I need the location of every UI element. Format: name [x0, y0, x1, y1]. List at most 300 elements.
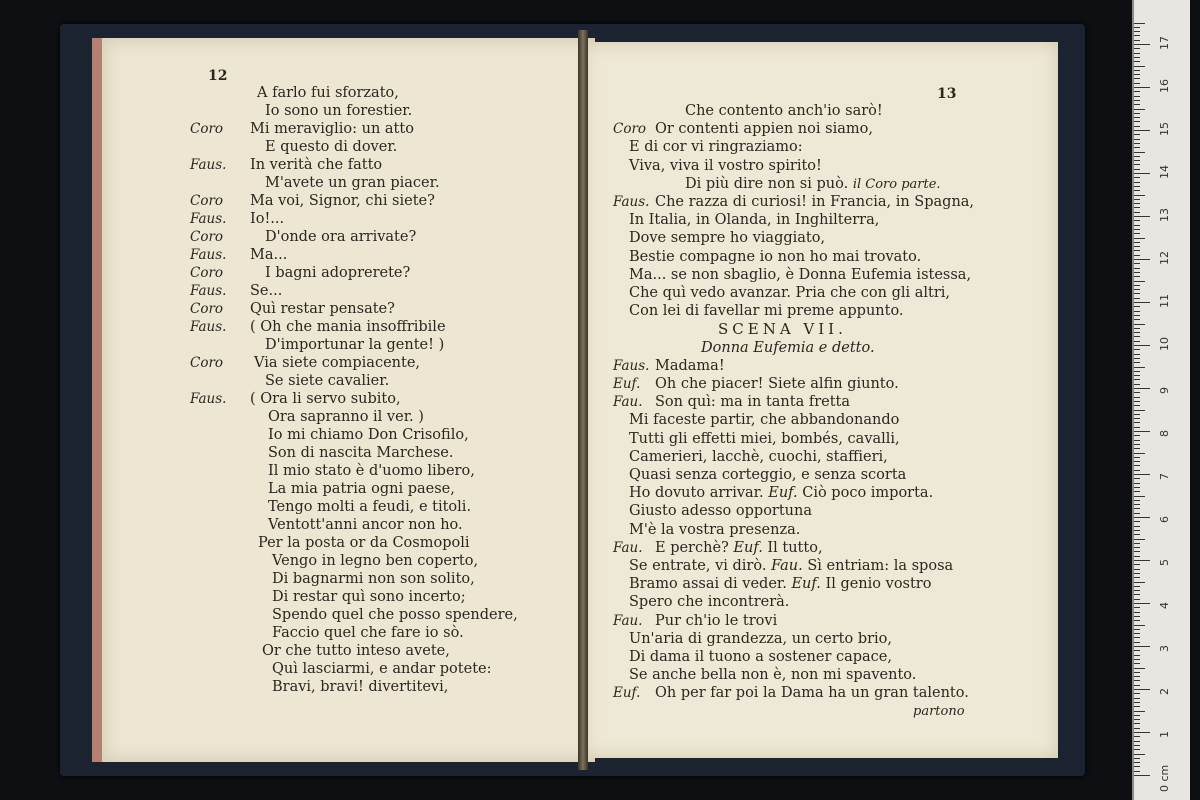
verse-line: Io sono un forestier. — [265, 103, 413, 119]
ruler-tick — [1134, 418, 1140, 419]
speaker-label: Euf. — [613, 376, 641, 392]
ruler-tick — [1134, 216, 1150, 217]
ruler-tick — [1134, 371, 1140, 372]
ruler-tick — [1134, 233, 1140, 234]
ruler-tick — [1134, 27, 1140, 28]
verse-line — [629, 484, 933, 502]
ruler-tick — [1134, 70, 1140, 71]
verse-line: Io mi chiamo Don Crisofilo, — [268, 427, 469, 443]
verse-line — [629, 648, 892, 666]
verse-line — [629, 138, 803, 156]
verse-line: Via siete compiacente, — [254, 355, 421, 371]
ruler-tick — [1134, 276, 1140, 277]
ruler-tick — [1134, 577, 1140, 578]
verse-line — [655, 684, 969, 702]
ruler-tick — [1134, 504, 1140, 505]
ruler-tick — [1134, 637, 1140, 638]
ruler-tick — [1134, 573, 1140, 574]
ruler-tick — [1134, 659, 1140, 660]
ruler-tick — [1134, 255, 1140, 256]
ruler-tick — [1134, 126, 1140, 127]
ruler-tick — [1134, 345, 1150, 346]
ruler-number: 6 — [1158, 516, 1171, 523]
speaker-label: Faus. — [190, 247, 227, 263]
verse-line: Se siete cavalier. — [265, 373, 390, 389]
verse-text: Viva, viva il vostro spirito! — [629, 157, 822, 174]
verse-text: E perchè? — [655, 539, 729, 556]
measuring-ruler — [1132, 0, 1190, 800]
ruler-tick — [1134, 324, 1145, 325]
ruler-tick — [1134, 250, 1140, 251]
ruler-tick — [1134, 199, 1140, 200]
speaker-label: Coro — [613, 121, 647, 138]
ruler-tick — [1134, 35, 1140, 36]
ruler-tick — [1134, 556, 1140, 557]
ruler-tick — [1134, 104, 1140, 105]
ruler-tick — [1134, 44, 1150, 45]
ruler-tick — [1134, 736, 1140, 737]
ruler-tick — [1134, 633, 1140, 634]
verse-line: I bagni adoprerete? — [265, 265, 411, 281]
ruler-tick — [1134, 676, 1140, 677]
verse-line: D'onde ora arrivate? — [265, 229, 417, 245]
ruler-tick — [1134, 711, 1145, 712]
verse-line: Per la posta or da Cosmopoli — [258, 535, 470, 551]
ruler-tick — [1134, 362, 1140, 363]
verse-text: Spero che incontrerà. — [629, 594, 790, 611]
ruler-number: 15 — [1158, 122, 1171, 136]
ruler-number: 7 — [1158, 473, 1171, 480]
ruler-tick — [1134, 655, 1140, 656]
ruler-tick — [1134, 474, 1150, 475]
verse-text: Or contenti appien noi siamo, — [655, 121, 873, 138]
verse-text: Son quì: ma in tanta fretta — [655, 394, 851, 411]
ruler-tick — [1134, 526, 1140, 527]
verse-line — [655, 357, 725, 375]
verse-text: Bramo assai di veder. — [629, 576, 787, 593]
ruler-tick — [1134, 100, 1140, 101]
ruler-tick — [1134, 625, 1145, 626]
ruler-tick — [1134, 207, 1140, 208]
speaker-label: Euf. — [613, 685, 641, 702]
ruler-tick — [1134, 508, 1140, 509]
verse-line — [655, 120, 873, 138]
verse-text: Ho dovuto arrivar. — [629, 485, 764, 502]
ruler-tick — [1134, 582, 1145, 583]
ruler-number: 11 — [1158, 294, 1171, 308]
verse-line — [629, 211, 879, 229]
ruler-tick — [1134, 259, 1150, 260]
ruler-tick — [1134, 302, 1150, 303]
verse-line: Vengo in legno ben coperto, — [272, 553, 479, 569]
speaker-label: Faus. — [190, 211, 227, 227]
verse-text: Sì entriam: la sposa — [807, 558, 954, 574]
verse-line — [629, 448, 888, 466]
ruler-tick — [1134, 130, 1150, 131]
ruler-tick — [1134, 685, 1140, 686]
ruler-tick — [1134, 775, 1150, 776]
ruler-tick — [1134, 629, 1140, 630]
speaker-label: Faus. — [190, 391, 227, 407]
ruler-tick — [1134, 349, 1140, 350]
ruler-tick — [1134, 48, 1140, 49]
verse-line — [629, 157, 822, 175]
ruler-tick — [1134, 693, 1140, 694]
verse-text: M'è la vostra presenza. — [629, 521, 801, 538]
ruler-tick — [1134, 367, 1145, 368]
verse-line: E questo di dover. — [265, 139, 398, 155]
ruler-tick — [1134, 384, 1140, 385]
speaker-label: Coro — [190, 265, 224, 281]
verse-text: Pur ch'io le trovi — [655, 612, 778, 629]
verse-text: Se anche bella non è, non mi spavento. — [629, 667, 917, 684]
verse-text: Quasi senza corteggio, e senza scorta — [629, 467, 907, 483]
ruler-number: 1 — [1158, 731, 1171, 738]
ruler-tick — [1134, 435, 1140, 436]
ruler-tick — [1134, 483, 1140, 484]
ruler-tick — [1134, 457, 1140, 458]
verse-line — [629, 593, 789, 611]
ruler-tick — [1134, 758, 1140, 759]
ruler-tick — [1134, 745, 1140, 746]
verse-line — [629, 302, 904, 320]
ruler-tick — [1134, 285, 1140, 286]
ruler-tick — [1134, 521, 1140, 522]
ruler-tick — [1134, 754, 1145, 755]
speaker-label: Fau. — [613, 612, 643, 629]
ruler-tick — [1134, 672, 1140, 673]
verse-text: Di più dire non si può. — [685, 175, 849, 192]
ruler-tick — [1134, 31, 1140, 32]
verse-text: Mi faceste partir, che abbandonando — [629, 412, 900, 429]
ruler-tick — [1134, 668, 1145, 669]
verse-line — [629, 411, 899, 429]
ruler-tick — [1134, 328, 1140, 329]
ruler-tick — [1134, 444, 1140, 445]
verse-line: ( Ora li servo subito, — [250, 391, 401, 407]
verse-text: Che quì vedo avanzar. Pria che con gli altri, — [629, 285, 951, 301]
ruler-tick — [1134, 599, 1140, 600]
speaker-label: Faus. — [190, 319, 227, 335]
ruler-tick — [1134, 212, 1140, 213]
ruler-tick — [1134, 87, 1150, 88]
ruler-tick — [1134, 405, 1140, 406]
verse-text: Camerieri, lacchè, cuochi, staffieri, — [629, 448, 888, 465]
ruler-tick — [1134, 319, 1140, 320]
ruler-tick — [1134, 487, 1140, 488]
ruler-tick — [1134, 534, 1140, 535]
verse-line: Ventott'anni ancor non ho. — [268, 517, 463, 533]
ruler-tick — [1134, 728, 1140, 729]
ruler-tick — [1134, 569, 1140, 570]
speaker-label: Euf. — [733, 539, 763, 556]
speaker-label: Euf. — [768, 485, 798, 502]
ruler-tick — [1134, 121, 1140, 122]
verse-line — [629, 575, 931, 593]
ruler-tick — [1134, 220, 1140, 221]
ruler-tick — [1134, 715, 1140, 716]
ruler-tick — [1134, 147, 1140, 148]
verse-line — [629, 502, 812, 520]
ruler-tick — [1134, 517, 1150, 518]
ruler-tick — [1134, 491, 1140, 492]
ruler-tick — [1134, 401, 1140, 402]
ruler-tick — [1134, 749, 1140, 750]
verse-line: M'avete un gran piacer. — [265, 175, 440, 191]
ruler-tick — [1134, 496, 1145, 497]
ruler-tick — [1134, 422, 1140, 423]
ruler-tick — [1134, 289, 1140, 290]
verse-text: Il genio vostro — [825, 576, 932, 593]
ruler-tick — [1134, 719, 1140, 720]
speaker-label: Coro — [190, 301, 224, 317]
ruler-tick — [1134, 607, 1140, 608]
ruler-tick — [1134, 341, 1140, 342]
ruler-unit-label: 0 cm — [1158, 764, 1171, 792]
ruler-tick — [1134, 306, 1140, 307]
verse-line: In verità che fatto — [250, 157, 383, 173]
verse-text: Con lei di favellar mi preme appunto. — [629, 303, 904, 320]
ruler-tick — [1134, 74, 1140, 75]
verse-line — [629, 284, 950, 302]
speaker-label: Coro — [190, 193, 224, 209]
ruler-tick — [1134, 281, 1145, 282]
ruler-tick — [1134, 762, 1140, 763]
ruler-number: 2 — [1158, 688, 1171, 695]
ruler-tick — [1134, 169, 1140, 170]
speaker-label: Faus. — [190, 157, 227, 173]
verse-text: Un'aria di grandezza, un certo brio, — [629, 630, 893, 647]
speaker-label: Coro — [190, 229, 224, 245]
verse-line: Faccio quel che fare io sò. — [272, 625, 464, 641]
verse-line — [629, 666, 916, 684]
verse-text: Oh che piacer! Siete alfin giunto. — [655, 376, 899, 392]
ruler-number: 8 — [1158, 430, 1171, 437]
speaker-label: Faus. — [613, 357, 650, 374]
ruler-tick — [1134, 539, 1145, 540]
ruler-tick — [1134, 448, 1140, 449]
ruler-number: 4 — [1158, 602, 1171, 609]
ruler-tick — [1134, 470, 1140, 471]
speaker-label: Fau. — [613, 394, 643, 411]
ruler-tick — [1134, 332, 1140, 333]
verse-line: Quì restar pensate? — [250, 301, 395, 317]
ruler-tick — [1134, 603, 1150, 604]
stage-direction: il Coro parte. — [852, 176, 941, 192]
ruler-tick — [1134, 650, 1140, 651]
speaker-label: Coro — [190, 355, 224, 371]
speaker-label: Faus. — [613, 194, 650, 210]
verse-line: Bravi, bravi! divertitevi, — [272, 679, 449, 695]
verse-line — [655, 612, 777, 630]
verse-text: Che contento anch'io sarò! — [685, 103, 883, 119]
ruler-tick — [1134, 766, 1140, 767]
ruler-number: 10 — [1158, 337, 1171, 351]
verse-line: Quì lasciarmi, e andar potete: — [272, 661, 492, 677]
ruler-tick — [1134, 117, 1140, 118]
ruler-tick — [1134, 354, 1140, 355]
speaker-label: Euf. — [791, 576, 821, 593]
ruler-number: 3 — [1158, 645, 1171, 652]
ruler-tick — [1134, 57, 1140, 58]
verse-text: Madama! — [655, 357, 725, 374]
page-number-right: 13 — [937, 86, 957, 102]
ruler-tick — [1134, 543, 1140, 544]
ruler-tick — [1134, 560, 1150, 561]
ruler-tick — [1134, 594, 1140, 595]
stage-direction-exit: partono — [913, 703, 965, 719]
ruler-tick — [1134, 96, 1140, 97]
ruler-tick — [1134, 680, 1140, 681]
verse-line: ( Oh che mania insoffribile — [250, 319, 446, 335]
ruler-tick — [1134, 590, 1140, 591]
ruler-tick — [1134, 375, 1140, 376]
page-number-left: 12 — [208, 68, 228, 84]
ruler-tick — [1134, 702, 1140, 703]
ruler-number: 12 — [1158, 251, 1171, 265]
ruler-tick — [1134, 465, 1140, 466]
ruler-tick — [1134, 663, 1140, 664]
ruler-tick — [1134, 453, 1145, 454]
ruler-tick — [1134, 414, 1140, 415]
ruler-tick — [1134, 379, 1140, 380]
ruler-tick — [1134, 513, 1140, 514]
verse-line: Io!... — [250, 211, 285, 227]
speaker-label: Coro — [190, 121, 224, 137]
ruler-tick — [1134, 388, 1150, 389]
scene-heading: SCENA VII. — [718, 320, 847, 339]
ruler-tick — [1134, 156, 1140, 157]
ruler-tick — [1134, 311, 1140, 312]
verse-text: Di dama il tuono a sostener capace, — [629, 649, 892, 665]
ruler-tick — [1134, 225, 1140, 226]
verse-line: Il mio stato è d'uomo libero, — [268, 463, 475, 479]
ruler-tick — [1134, 139, 1140, 140]
verse-line: Di bagnarmi non son solito, — [272, 571, 475, 587]
verse-line — [629, 266, 971, 284]
ruler-tick — [1134, 440, 1140, 441]
ruler-tick — [1134, 478, 1140, 479]
verse-text: Il tutto, — [767, 539, 823, 556]
verse-text: Ciò poco importa. — [802, 485, 934, 502]
ruler-tick — [1134, 229, 1140, 230]
ruler-tick — [1134, 586, 1140, 587]
ruler-tick — [1134, 134, 1140, 135]
ruler-tick — [1134, 242, 1140, 243]
ruler-tick — [1134, 706, 1140, 707]
ruler-tick — [1134, 358, 1140, 359]
ruler-tick — [1134, 397, 1140, 398]
ruler-tick — [1134, 186, 1140, 187]
ruler-tick — [1134, 160, 1140, 161]
ruler-tick — [1134, 152, 1145, 153]
ruler-tick — [1134, 190, 1140, 191]
verse-line: Or che tutto inteso avete, — [262, 643, 450, 659]
verse-text: Se entrate, vi dirò. — [629, 558, 767, 574]
ruler-tick — [1134, 91, 1140, 92]
left-page — [92, 38, 595, 762]
verse-line — [629, 521, 800, 539]
ruler-number: 17 — [1158, 36, 1171, 50]
ruler-tick — [1134, 698, 1140, 699]
verse-text: Ma... se non sbaglio, è Donna Eufemia istessa, — [629, 266, 972, 283]
verse-line — [629, 630, 892, 648]
right-page — [583, 42, 1058, 758]
ruler-number: 9 — [1158, 387, 1171, 394]
ruler-tick — [1134, 620, 1140, 621]
ruler-tick — [1134, 83, 1140, 84]
ruler-tick — [1134, 315, 1140, 316]
ruler-tick — [1134, 461, 1140, 462]
ruler-tick — [1134, 547, 1140, 548]
ruler-tick — [1134, 392, 1140, 393]
ruler-tick — [1134, 78, 1140, 79]
ruler-tick — [1134, 173, 1150, 174]
ruler-tick — [1134, 410, 1145, 411]
ruler-tick — [1134, 40, 1140, 41]
speaker-label: Faus. — [190, 283, 227, 299]
verse-text: In Italia, in Olanda, in Inghilterra, — [629, 212, 880, 229]
ruler-tick — [1134, 293, 1140, 294]
ruler-tick — [1134, 336, 1140, 337]
ruler-tick — [1134, 61, 1140, 62]
ruler-tick — [1134, 642, 1140, 643]
verse-line — [655, 393, 850, 411]
verse-line — [655, 375, 899, 393]
ruler-tick — [1134, 268, 1140, 269]
ruler-number: 14 — [1158, 165, 1171, 179]
verse-text: Giusto adesso opportuna — [629, 503, 812, 520]
ruler-tick — [1134, 109, 1145, 110]
verse-line — [629, 430, 900, 448]
verse-line — [655, 539, 823, 557]
ruler-tick — [1134, 530, 1140, 531]
ruler-tick — [1134, 298, 1140, 299]
book-gutter — [578, 30, 588, 770]
ruler-tick — [1134, 23, 1145, 24]
ruler-tick — [1134, 564, 1140, 565]
ruler-tick — [1134, 741, 1140, 742]
verse-line — [629, 229, 825, 247]
ruler-tick — [1134, 263, 1140, 264]
ruler-tick — [1134, 246, 1140, 247]
ruler-tick — [1134, 143, 1140, 144]
verse-line: Mi meraviglio: un atto — [250, 121, 414, 137]
verse-text: Oh per far poi la Dama ha un gran talento. — [655, 685, 969, 702]
verse-text: Bestie compagne io non ho mai trovato. — [629, 248, 922, 265]
ruler-tick — [1134, 203, 1140, 204]
verse-line: Tengo molti a feudi, e titoli. — [268, 499, 472, 515]
ruler-tick — [1134, 195, 1145, 196]
verse-line: Ma voi, Signor, chi siete? — [250, 193, 435, 209]
stage-direction: Donna Eufemia e detto. — [701, 339, 875, 356]
verse-line — [629, 466, 906, 484]
verse-line: D'importunar la gente! ) — [265, 337, 445, 353]
ruler-tick — [1134, 53, 1140, 54]
ruler-number: 16 — [1158, 79, 1171, 93]
ruler-tick — [1134, 238, 1145, 239]
ruler-tick — [1134, 113, 1140, 114]
ruler-tick — [1134, 616, 1140, 617]
ruler-tick — [1134, 723, 1140, 724]
ruler-tick — [1134, 732, 1150, 733]
verse-text: Dove sempre ho viaggiato, — [629, 230, 826, 247]
verse-text: Tutti gli effetti miei, bombés, cavalli, — [629, 430, 900, 447]
ruler-tick — [1134, 551, 1140, 552]
verse-line: Di restar quì sono incerto; — [272, 589, 466, 605]
ruler-number: 5 — [1158, 559, 1171, 566]
speaker-label: Fau. — [613, 539, 643, 556]
